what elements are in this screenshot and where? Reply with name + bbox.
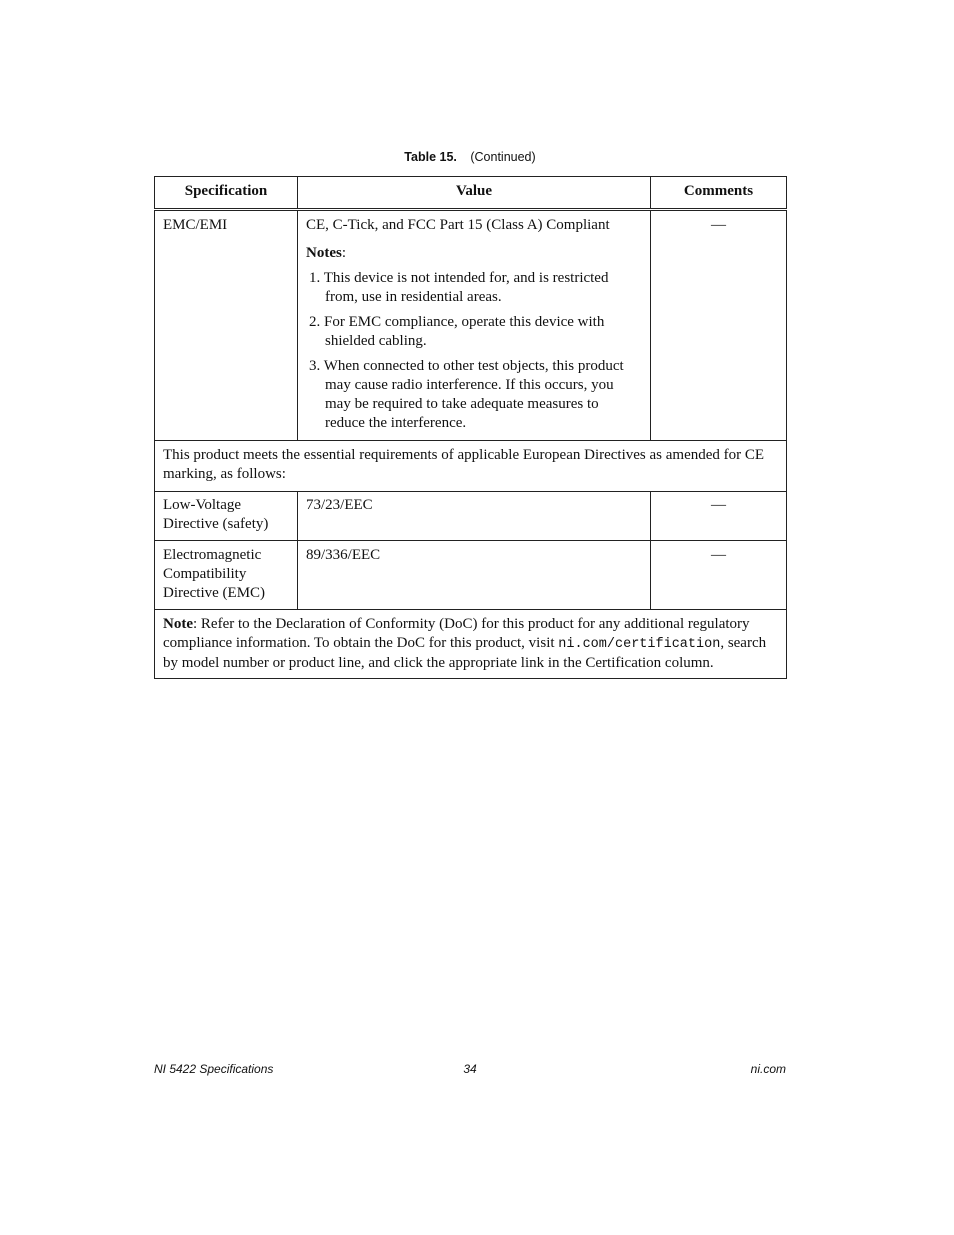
note-item-3: 3. When connected to other test objects, this product may cause radio interference. If this occurs, you may be required to take adequate measures to reduce the interference. [309, 358, 624, 431]
note-label: Note [163, 616, 193, 632]
footer-document-title: NI 5422 Specifications [154, 1062, 274, 1076]
table-row-ce-marking [155, 441, 787, 492]
table-row-emc-directive [155, 541, 787, 610]
notes-colon: : [341, 245, 346, 261]
note-item-1: 1. This device is not intended for, and is restricted from, use in residential areas. [309, 270, 609, 305]
notes-list [306, 269, 642, 433]
footer-page-number: 34 [463, 1062, 477, 1076]
table-row-note [155, 610, 787, 679]
cell-spec-emc-emi: EMC/EMI [155, 210, 298, 441]
emc-compliance-text: CE, C-Tick, and FCC Part 15 (Class A) Compliant [306, 217, 610, 233]
note-text-after: , search by model number or product line, and click the appropriate link in the Certification column. [163, 635, 767, 671]
cell-value-emc-directive: 89/336/EEC [298, 541, 651, 610]
cell-value-emc-emi [298, 210, 651, 441]
notes-heading [306, 244, 642, 263]
cell-spec-low-voltage: Low-Voltage Directive (safety) [155, 492, 298, 541]
notes-label: Notes [306, 245, 342, 261]
header-value: Value [298, 177, 651, 210]
table-caption-text: (Continued) [470, 150, 536, 164]
table-row-low-voltage [155, 492, 787, 541]
page-footer [154, 1062, 786, 1078]
cell-spec-emc-directive: Electromagnetic Compatibility Directive (EMC) [155, 541, 298, 610]
note-cell [155, 610, 787, 679]
table-header-row [155, 177, 787, 210]
header-comments: Comments [651, 177, 787, 210]
footer-site-link[interactable]: ni.com [750, 1062, 786, 1076]
note-item-2: 2. For EMC compliance, operate this device with shielded cabling. [309, 314, 605, 349]
table-row-emc-emi [155, 210, 787, 441]
table-caption [154, 150, 786, 164]
note-text-before: : Refer to the Declaration of Conformity (DoC) for this product for any additional regulatory compliance information. To obtain the DoC for this product, visit [163, 616, 750, 651]
cell-comment-emc-emi: — [651, 210, 787, 441]
ce-marking-text: This product meets the essential requirements of applicable European Directives as amended for CE marking, as follows: [155, 441, 787, 492]
specifications-table [154, 176, 787, 679]
certification-link[interactable]: ni.com/certification [558, 637, 721, 652]
cell-comment-low-voltage: — [651, 492, 787, 541]
header-specification: Specification [155, 177, 298, 210]
cell-comment-emc-directive: — [651, 541, 787, 610]
table-caption-label: Table 15. [404, 150, 457, 164]
cell-value-low-voltage: 73/23/EEC [298, 492, 651, 541]
